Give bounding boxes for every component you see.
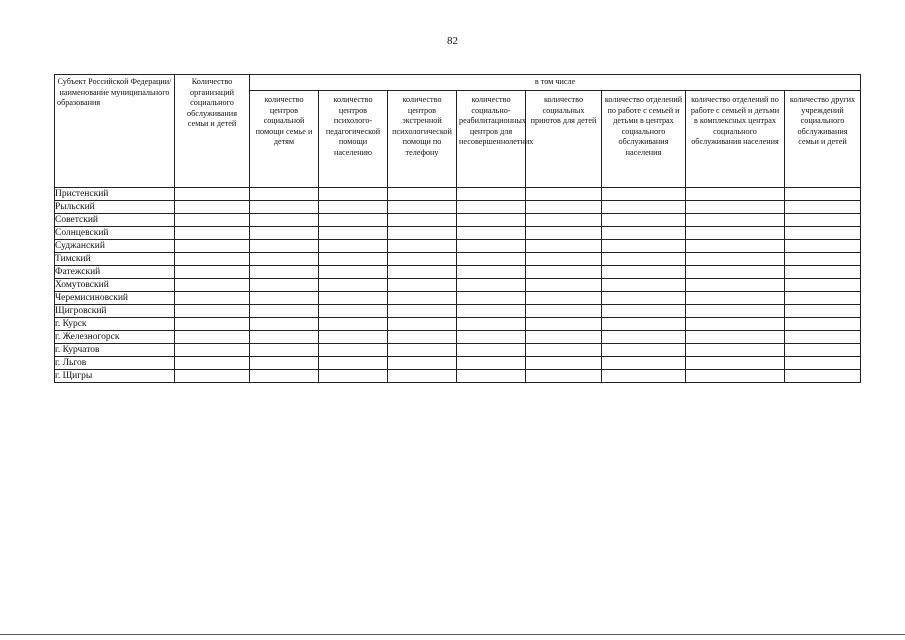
- table-cell: [457, 331, 526, 344]
- row-municipality-name: Черемисиновский: [55, 292, 175, 305]
- table-cell: [250, 227, 319, 240]
- row-municipality-name: г. Щигры: [55, 370, 175, 383]
- table-cell: [526, 214, 602, 227]
- table-cell: [526, 253, 602, 266]
- table-cell: [250, 370, 319, 383]
- table-cell: [388, 357, 457, 370]
- table-cell: [602, 305, 686, 318]
- table-row: [55, 214, 861, 227]
- table-row: [55, 292, 861, 305]
- header-subcolumn: количество социально-реабилитационных центров для несовершеннолетних: [457, 91, 526, 188]
- table-row: [55, 344, 861, 357]
- table-cell: [686, 292, 785, 305]
- table-cell: [175, 331, 250, 344]
- table-row: [55, 318, 861, 331]
- table-cell: [785, 240, 861, 253]
- table-cell: [457, 292, 526, 305]
- bottom-edge-line: [0, 634, 905, 635]
- table-cell: [602, 344, 686, 357]
- table-cell: [250, 331, 319, 344]
- table-cell: [526, 357, 602, 370]
- table-cell: [526, 370, 602, 383]
- table-cell: [526, 227, 602, 240]
- table-cell: [250, 305, 319, 318]
- table-cell: [457, 357, 526, 370]
- table-cell: [686, 357, 785, 370]
- table-cell: [785, 188, 861, 201]
- table-cell: [785, 279, 861, 292]
- table-cell: [686, 318, 785, 331]
- table-cell: [175, 253, 250, 266]
- header-subcolumn: количество центров социальной помощи семье и детям: [250, 91, 319, 188]
- table-cell: [602, 370, 686, 383]
- table-cell: [457, 279, 526, 292]
- table-cell: [602, 227, 686, 240]
- table-cell: [602, 318, 686, 331]
- table-row: [55, 370, 861, 383]
- table-cell: [250, 344, 319, 357]
- table-cell: [602, 357, 686, 370]
- table-cell: [686, 201, 785, 214]
- table-body: [55, 188, 861, 383]
- table-row: [55, 227, 861, 240]
- table-cell: [686, 344, 785, 357]
- header-subcolumn: количество центров психолого-педагогической помощи населению: [319, 91, 388, 188]
- table-cell: [319, 331, 388, 344]
- table-cell: [175, 344, 250, 357]
- table-cell: [526, 188, 602, 201]
- table-cell: [388, 214, 457, 227]
- table-cell: [686, 370, 785, 383]
- table-cell: [602, 266, 686, 279]
- table-cell: [388, 279, 457, 292]
- table-row: [55, 279, 861, 292]
- row-municipality-name: Тимский: [55, 253, 175, 266]
- table-cell: [250, 201, 319, 214]
- table-cell: [686, 188, 785, 201]
- table-row: [55, 305, 861, 318]
- table-row: [55, 266, 861, 279]
- table-cell: [785, 357, 861, 370]
- header-row-main: [55, 75, 861, 91]
- table-cell: [457, 253, 526, 266]
- header-subject: Субъект Российской Федерации/наименование муниципального образования: [55, 75, 175, 188]
- table-cell: [175, 240, 250, 253]
- table-cell: [526, 331, 602, 344]
- row-municipality-name: г. Курчатов: [55, 344, 175, 357]
- table-cell: [602, 279, 686, 292]
- table-cell: [457, 318, 526, 331]
- table-cell: [457, 305, 526, 318]
- table-cell: [319, 188, 388, 201]
- table-cell: [319, 214, 388, 227]
- table-cell: [319, 279, 388, 292]
- table-row: [55, 253, 861, 266]
- table-cell: [526, 318, 602, 331]
- header-subcolumn: количество отделений по работе с семьей и детьми в центрах социального обслуживания населения: [602, 91, 686, 188]
- table-cell: [602, 201, 686, 214]
- table-cell: [250, 253, 319, 266]
- table-cell: [388, 370, 457, 383]
- table-cell: [785, 331, 861, 344]
- table-cell: [250, 318, 319, 331]
- table-cell: [388, 227, 457, 240]
- header-including-group: в том числе: [250, 75, 861, 91]
- table-cell: [785, 305, 861, 318]
- table-cell: [686, 305, 785, 318]
- table-cell: [250, 266, 319, 279]
- table-cell: [602, 188, 686, 201]
- table-cell: [785, 370, 861, 383]
- table-cell: [175, 188, 250, 201]
- table-cell: [526, 266, 602, 279]
- table-cell: [526, 201, 602, 214]
- header-subcolumn: количество отделений по работе с семьей и детьми в комплексных центрах социального обслуживания населения: [686, 91, 785, 188]
- table-cell: [526, 305, 602, 318]
- table-cell: [319, 318, 388, 331]
- table-cell: [319, 292, 388, 305]
- table-cell: [175, 305, 250, 318]
- table-cell: [319, 305, 388, 318]
- table-cell: [785, 201, 861, 214]
- table-cell: [686, 253, 785, 266]
- table-cell: [602, 240, 686, 253]
- table-cell: [388, 305, 457, 318]
- row-municipality-name: г. Курск: [55, 318, 175, 331]
- table-cell: [388, 188, 457, 201]
- table-cell: [319, 344, 388, 357]
- table-cell: [526, 240, 602, 253]
- report-table: [54, 74, 861, 383]
- table-cell: [319, 240, 388, 253]
- table-cell: [388, 318, 457, 331]
- table-cell: [686, 240, 785, 253]
- row-municipality-name: Фатежский: [55, 266, 175, 279]
- row-municipality-name: г. Железногорск: [55, 331, 175, 344]
- table-cell: [686, 227, 785, 240]
- header-total-organizations: Количество организаций социального обслуживания семьи и детей: [175, 75, 250, 188]
- table-cell: [388, 344, 457, 357]
- table-cell: [250, 279, 319, 292]
- row-municipality-name: Советский: [55, 214, 175, 227]
- table-cell: [785, 344, 861, 357]
- table-cell: [388, 201, 457, 214]
- table-cell: [457, 201, 526, 214]
- table-cell: [686, 331, 785, 344]
- table-cell: [457, 214, 526, 227]
- table-cell: [686, 214, 785, 227]
- table-row: [55, 188, 861, 201]
- table-cell: [250, 188, 319, 201]
- table-cell: [175, 318, 250, 331]
- table-cell: [785, 227, 861, 240]
- table-cell: [175, 279, 250, 292]
- table-cell: [602, 292, 686, 305]
- table-cell: [388, 331, 457, 344]
- table-cell: [526, 292, 602, 305]
- table-cell: [457, 240, 526, 253]
- row-municipality-name: Щигровский: [55, 305, 175, 318]
- table-cell: [526, 279, 602, 292]
- row-municipality-name: Пристенский: [55, 188, 175, 201]
- table-cell: [602, 331, 686, 344]
- table-cell: [457, 266, 526, 279]
- table-cell: [526, 344, 602, 357]
- table-cell: [602, 214, 686, 227]
- row-municipality-name: Солнцевский: [55, 227, 175, 240]
- page-number: 82: [447, 35, 458, 47]
- table-cell: [319, 357, 388, 370]
- table-row: [55, 240, 861, 253]
- table-cell: [319, 227, 388, 240]
- table-cell: [686, 279, 785, 292]
- table-cell: [175, 214, 250, 227]
- table-cell: [250, 214, 319, 227]
- table-cell: [388, 266, 457, 279]
- table-cell: [388, 240, 457, 253]
- table-cell: [250, 240, 319, 253]
- table-cell: [319, 253, 388, 266]
- header-subcolumn: количество социальных приютов для детей: [526, 91, 602, 188]
- row-municipality-name: Хомутовский: [55, 279, 175, 292]
- table-cell: [388, 253, 457, 266]
- row-municipality-name: Рыльский: [55, 201, 175, 214]
- table-cell: [457, 188, 526, 201]
- table-cell: [785, 266, 861, 279]
- table-cell: [175, 201, 250, 214]
- table-cell: [319, 201, 388, 214]
- table-row: [55, 331, 861, 344]
- table-cell: [175, 266, 250, 279]
- table-cell: [319, 370, 388, 383]
- table-cell: [319, 266, 388, 279]
- table-cell: [457, 370, 526, 383]
- row-municipality-name: Суджанский: [55, 240, 175, 253]
- header-subcolumn: количество центров экстренной психологической помощи по телефону: [388, 91, 457, 188]
- table-cell: [250, 357, 319, 370]
- table-cell: [785, 292, 861, 305]
- table-cell: [785, 214, 861, 227]
- table-row: [55, 357, 861, 370]
- table-cell: [686, 266, 785, 279]
- table-cell: [175, 227, 250, 240]
- table-cell: [388, 292, 457, 305]
- table-cell: [785, 318, 861, 331]
- table-cell: [602, 253, 686, 266]
- header-subcolumn: количество других учреждений социального обслуживания семьи и детей: [785, 91, 861, 188]
- table-cell: [250, 292, 319, 305]
- table-row: [55, 201, 861, 214]
- table-cell: [175, 292, 250, 305]
- row-municipality-name: г. Льгов: [55, 357, 175, 370]
- table-cell: [457, 344, 526, 357]
- table-cell: [785, 253, 861, 266]
- table-cell: [175, 370, 250, 383]
- table-cell: [175, 357, 250, 370]
- table-cell: [457, 227, 526, 240]
